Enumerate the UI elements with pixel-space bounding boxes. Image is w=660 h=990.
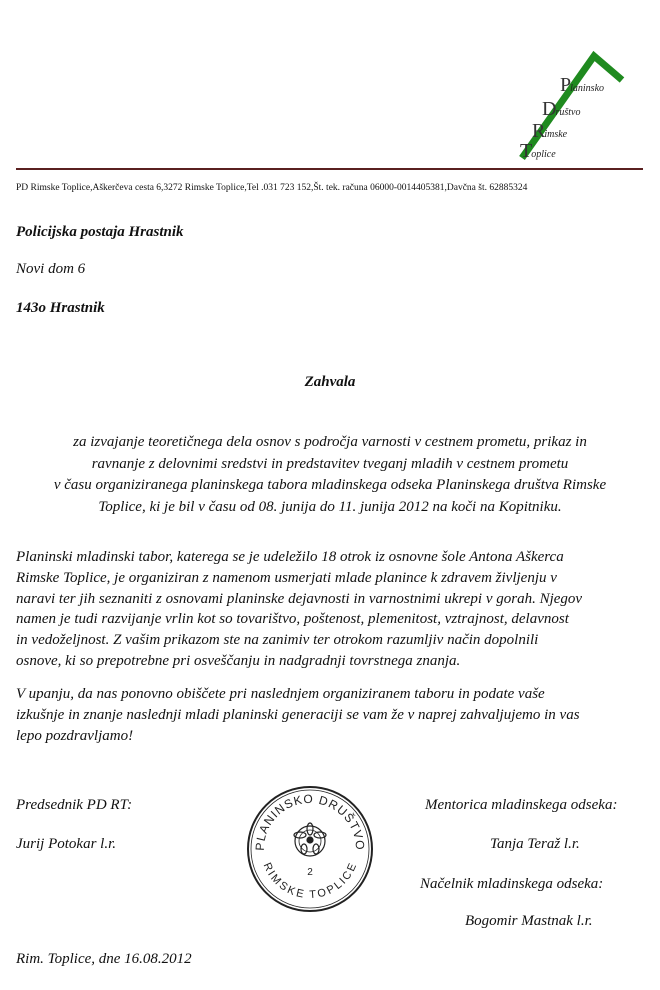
date-line: Rim. Toplice, dne 16.08.2012 (16, 951, 192, 967)
seal-top-text: PLANINSKO DRUŠTVO (252, 791, 368, 852)
letter-title: Zahvala (304, 374, 356, 390)
club-logo (500, 40, 650, 165)
seal-number: 2 (307, 867, 313, 878)
logo-word-4: Toplice (520, 140, 556, 162)
paragraph-line: namen je tudi razvijanje vrlin kot so tovarištvo, poštenost, plemenitost, vztrajnost, delavnost (16, 611, 569, 628)
logo-word-3: Rimske (532, 120, 568, 142)
paragraph-line: izkušnje in znanje naslednji mladi planinski generaciji se vam že v naprej zahvaljujemo in vas (16, 706, 580, 723)
paragraph-line: osnove, ki so prepotrebne pri osveščanju in nadgradnji tovrstnega znanja. (16, 652, 461, 669)
paragraph-line: V upanju, da nas ponovno obiščete pri naslednjem organiziranem taboru in podate vaše (16, 686, 545, 702)
recipient-name: Policijska postaja Hrastnik (16, 224, 184, 240)
section-head-name: Bogomir Mastnak l.r. (465, 913, 593, 929)
logo-word-2: Društvo (542, 98, 581, 120)
mentor-name: Tanja Teraž l.r. (490, 836, 580, 852)
organization-info: PD Rimske Toplice,Aškerčeva cesta 6,3272 Rimske Toplice,Tel .031 723 152,Št. tek. računa 06000-0014405381,Davčna št. 62885324 (16, 183, 528, 193)
purpose-line: ravnanje z delovnimi sredstvi in predstavitev tveganj mladih v cestnem prometu (91, 455, 569, 472)
president-title: Predsednik PD RT: (16, 797, 133, 813)
paragraph-line: Rimske Toplice, je organiziran z namenom usmerjati mlade planince k zdravem življenju v (16, 569, 557, 586)
official-seal (244, 783, 376, 915)
logo-word-1: Planinsko (560, 74, 605, 96)
recipient-street: Novi dom 6 (16, 261, 86, 277)
purpose-line: v času organiziranega planinskega tabora mladinskega odseka Planinskega društva Rimske (53, 477, 607, 493)
edelweiss-icon (294, 823, 326, 856)
seal-stamp-icon (244, 783, 376, 915)
president-name: Jurij Potokar l.r. (16, 836, 116, 852)
paragraph-line: lepo pozdravljamo! (16, 727, 134, 744)
purpose-line: Toplice, ki je bil v času od 08. junija do 11. junija 2012 na koči na Kopitniku. (98, 498, 562, 515)
letterhead-rule (16, 168, 643, 170)
seal-bottom-text: RIMSKE TOPLICE (260, 861, 360, 902)
recipient-city: 143o Hrastnik (16, 300, 105, 316)
purpose-line: za izvajanje teoretičnega dela osnov s področja varnosti v cestnem prometu, prikaz in (73, 434, 587, 450)
mentor-title: Mentorica mladinskega odseka: (425, 797, 618, 813)
paragraph-line: in vedoželjnost. Z vašim prikazom ste na zanimiv ter otrokom razumljiv način dopolnili (16, 632, 539, 649)
paragraph-line: Planinski mladinski tabor, katerega se je udeležilo 18 otrok iz osnovne šole Antona Aškerca (16, 549, 564, 565)
paragraph-line: naravi ter jih seznaniti z osnovami planinske dejavnosti in varnostnimi ukrepi v gorah. Njegov (16, 590, 583, 607)
body-paragraph-2 (16, 684, 646, 746)
section-head-title: Načelnik mladinskega odseka: (420, 876, 604, 892)
body-paragraph-1 (16, 547, 646, 672)
purpose-block (14, 432, 646, 518)
